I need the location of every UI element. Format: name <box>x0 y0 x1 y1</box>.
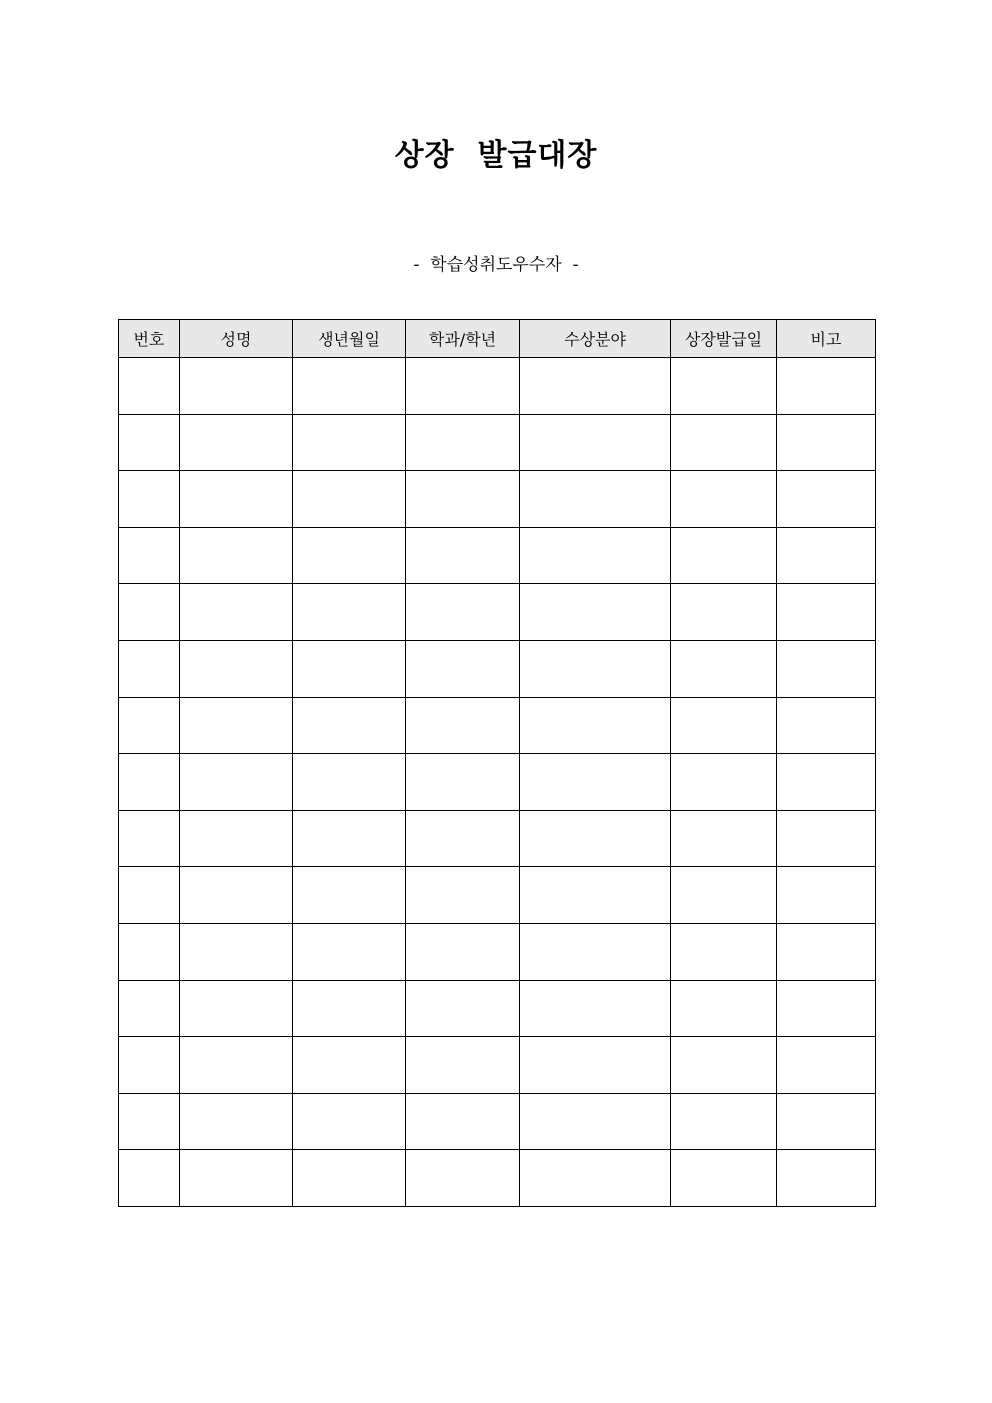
cell-award-field <box>520 810 671 867</box>
cell-name <box>180 471 293 528</box>
cell-remarks <box>777 1037 876 1094</box>
cell-department-grade <box>406 1037 520 1094</box>
cell-award-field <box>520 1037 671 1094</box>
cell-number <box>119 1093 180 1150</box>
cell-department-grade <box>406 471 520 528</box>
cell-birthdate <box>293 471 406 528</box>
cell-award-field <box>520 584 671 641</box>
cell-department-grade <box>406 697 520 754</box>
cell-issue-date <box>671 414 777 471</box>
cell-remarks <box>777 1093 876 1150</box>
cell-issue-date <box>671 810 777 867</box>
cell-department-grade <box>406 867 520 924</box>
cell-name <box>180 1037 293 1094</box>
table-row <box>119 1037 876 1094</box>
cell-issue-date <box>671 1150 777 1207</box>
cell-birthdate <box>293 754 406 811</box>
cell-number <box>119 810 180 867</box>
table-row <box>119 527 876 584</box>
page-title: 상장 발급대장 <box>394 138 598 173</box>
table-row <box>119 358 876 415</box>
cell-name <box>180 754 293 811</box>
cell-remarks <box>777 640 876 697</box>
cell-remarks <box>777 527 876 584</box>
table-row <box>119 1093 876 1150</box>
cell-number <box>119 867 180 924</box>
cell-award-field <box>520 1150 671 1207</box>
cell-remarks <box>777 414 876 471</box>
cell-number <box>119 1037 180 1094</box>
cell-remarks <box>777 471 876 528</box>
cell-number <box>119 527 180 584</box>
cell-birthdate <box>293 584 406 641</box>
cell-issue-date <box>671 471 777 528</box>
cell-number <box>119 358 180 415</box>
cell-number <box>119 640 180 697</box>
cell-award-field <box>520 471 671 528</box>
cell-birthdate <box>293 414 406 471</box>
cell-birthdate <box>293 810 406 867</box>
header-department-grade: 학과/학년 <box>406 320 520 358</box>
table-body <box>119 358 876 1207</box>
cell-department-grade <box>406 754 520 811</box>
cell-department-grade <box>406 810 520 867</box>
cell-issue-date <box>671 527 777 584</box>
cell-department-grade <box>406 358 520 415</box>
cell-issue-date <box>671 640 777 697</box>
table-row <box>119 414 876 471</box>
cell-birthdate <box>293 1150 406 1207</box>
header-name: 성명 <box>180 320 293 358</box>
cell-department-grade <box>406 414 520 471</box>
cell-issue-date <box>671 358 777 415</box>
cell-number <box>119 754 180 811</box>
cell-name <box>180 358 293 415</box>
cell-number <box>119 980 180 1037</box>
cell-award-field <box>520 980 671 1037</box>
table-row <box>119 810 876 867</box>
cell-birthdate <box>293 640 406 697</box>
table-row <box>119 584 876 641</box>
cell-remarks <box>777 697 876 754</box>
cell-issue-date <box>671 754 777 811</box>
cell-issue-date <box>671 980 777 1037</box>
cell-name <box>180 923 293 980</box>
table-row <box>119 980 876 1037</box>
cell-birthdate <box>293 358 406 415</box>
table-row <box>119 754 876 811</box>
cell-remarks <box>777 810 876 867</box>
award-ledger-table <box>118 319 876 1207</box>
cell-award-field <box>520 358 671 415</box>
cell-award-field <box>520 640 671 697</box>
cell-issue-date <box>671 697 777 754</box>
table-row <box>119 867 876 924</box>
cell-award-field <box>520 1093 671 1150</box>
cell-department-grade <box>406 1093 520 1150</box>
cell-award-field <box>520 414 671 471</box>
cell-award-field <box>520 697 671 754</box>
header-issue-date: 상장발급일 <box>671 320 777 358</box>
cell-remarks <box>777 358 876 415</box>
cell-remarks <box>777 1150 876 1207</box>
cell-department-grade <box>406 584 520 641</box>
cell-name <box>180 867 293 924</box>
cell-name <box>180 697 293 754</box>
cell-name <box>180 1093 293 1150</box>
cell-award-field <box>520 867 671 924</box>
cell-remarks <box>777 867 876 924</box>
cell-name <box>180 980 293 1037</box>
cell-birthdate <box>293 1037 406 1094</box>
cell-issue-date <box>671 584 777 641</box>
table-row <box>119 471 876 528</box>
cell-birthdate <box>293 867 406 924</box>
cell-number <box>119 1150 180 1207</box>
cell-number <box>119 697 180 754</box>
header-award-field: 수상분야 <box>520 320 671 358</box>
cell-name <box>180 810 293 867</box>
cell-remarks <box>777 754 876 811</box>
cell-number <box>119 584 180 641</box>
cell-number <box>119 471 180 528</box>
cell-issue-date <box>671 867 777 924</box>
cell-award-field <box>520 527 671 584</box>
table-row <box>119 640 876 697</box>
table-row <box>119 697 876 754</box>
cell-name <box>180 527 293 584</box>
cell-issue-date <box>671 1093 777 1150</box>
cell-department-grade <box>406 527 520 584</box>
cell-name <box>180 1150 293 1207</box>
header-number: 번호 <box>119 320 180 358</box>
header-remarks: 비고 <box>777 320 876 358</box>
cell-name <box>180 414 293 471</box>
cell-birthdate <box>293 980 406 1037</box>
cell-remarks <box>777 980 876 1037</box>
page-subtitle: - 학습성취도우수자 - <box>413 255 579 275</box>
cell-department-grade <box>406 923 520 980</box>
table-row <box>119 1150 876 1207</box>
cell-issue-date <box>671 1037 777 1094</box>
cell-birthdate <box>293 527 406 584</box>
cell-award-field <box>520 754 671 811</box>
cell-name <box>180 640 293 697</box>
table-header-row <box>119 320 876 358</box>
cell-name <box>180 584 293 641</box>
cell-number <box>119 414 180 471</box>
cell-department-grade <box>406 980 520 1037</box>
cell-remarks <box>777 923 876 980</box>
cell-department-grade <box>406 640 520 697</box>
table-row <box>119 923 876 980</box>
header-birthdate: 생년월일 <box>293 320 406 358</box>
cell-birthdate <box>293 1093 406 1150</box>
cell-number <box>119 923 180 980</box>
cell-department-grade <box>406 1150 520 1207</box>
cell-award-field <box>520 923 671 980</box>
cell-remarks <box>777 584 876 641</box>
cell-issue-date <box>671 923 777 980</box>
cell-birthdate <box>293 697 406 754</box>
cell-birthdate <box>293 923 406 980</box>
